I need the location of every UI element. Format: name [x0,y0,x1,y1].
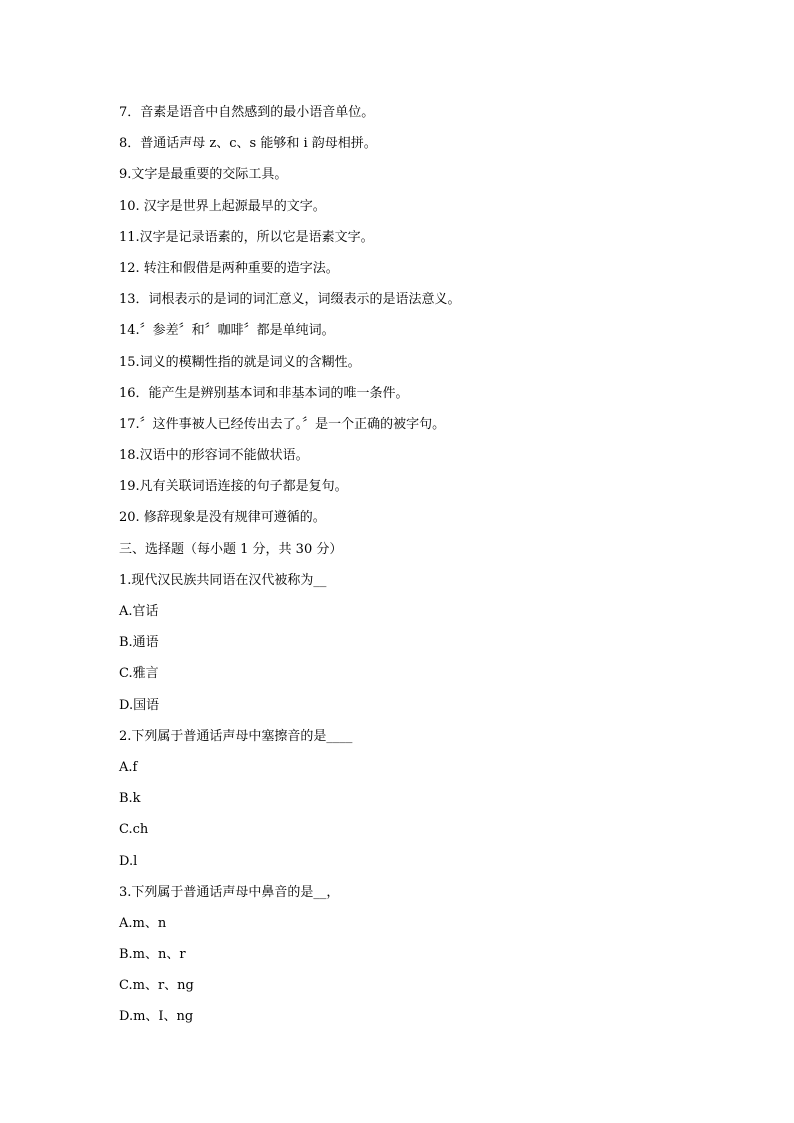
choice-question-1: 1.现代汉民族共同语在汉代被称为__ [119,572,327,588]
true-false-item-11: 11.汉字是记录语素的，所以它是语素文字。 [119,229,374,245]
true-false-item-8: 8．普通话声母 z、c、s 能够和 i 韵母相拼。 [119,136,377,152]
true-false-item-9: 9.文字是最重要的交际工具。 [119,167,288,183]
question-list [119,103,719,1039]
true-false-item-19: 19.凡有关联词语连接的句子都是复句。 [119,479,348,495]
choice-3-option-c: C.m、r、ng [119,978,194,994]
true-false-item-13: 13．词根表示的是词的词汇意义，词缀表示的是语法意义。 [119,292,461,308]
true-false-item-20: 20. 修辞现象是没有规律可遵循的。 [119,510,326,526]
choice-3-option-b: B.m、n、r [119,947,186,963]
choice-1-option-d: D.国语 [119,697,160,713]
choice-2-option-a: A.f [119,759,138,775]
true-false-item-15: 15.词义的模糊性指的就是词义的含糊性。 [119,354,361,370]
choice-question-2: 2.下列属于普通话声母中塞擦音的是____ [119,728,353,744]
section-heading: 三、选择题（每小题 1 分，共 30 分） [119,541,343,557]
choice-3-option-a: A.m、n [119,915,167,931]
choice-3-option-d: D.m、I、ng [119,1009,194,1025]
choice-2-option-d: D.l [119,853,138,869]
choice-2-option-c: C.ch [119,822,149,838]
true-false-item-12: 12. 转注和假借是两种重要的造字法。 [119,260,339,276]
true-false-item-14: 14.〞参差〞和〞咖啡〞都是单纯词。 [119,323,335,339]
true-false-item-18: 18.汉语中的形容词不能做状语。 [119,448,309,464]
true-false-item-10: 10. 汉字是世界上起源最早的文字。 [119,198,326,214]
choice-1-option-c: C.雅言 [119,666,159,682]
choice-question-3: 3.下列属于普通话声母中鼻音的是__， [119,884,340,900]
true-false-item-7: 7．音素是语音中自然感到的最小语音单位。 [119,105,375,120]
choice-1-option-b: B.通语 [119,635,159,651]
true-false-item-17: 17.〞这件事被人已经传出去了。〞是一个正确的被字句。 [119,416,446,432]
true-false-item-16: 16．能产生是辨别基本词和非基本词的唯一条件。 [119,385,409,401]
choice-1-option-a: A.官话 [119,604,159,619]
choice-2-option-b: B.k [119,791,141,807]
